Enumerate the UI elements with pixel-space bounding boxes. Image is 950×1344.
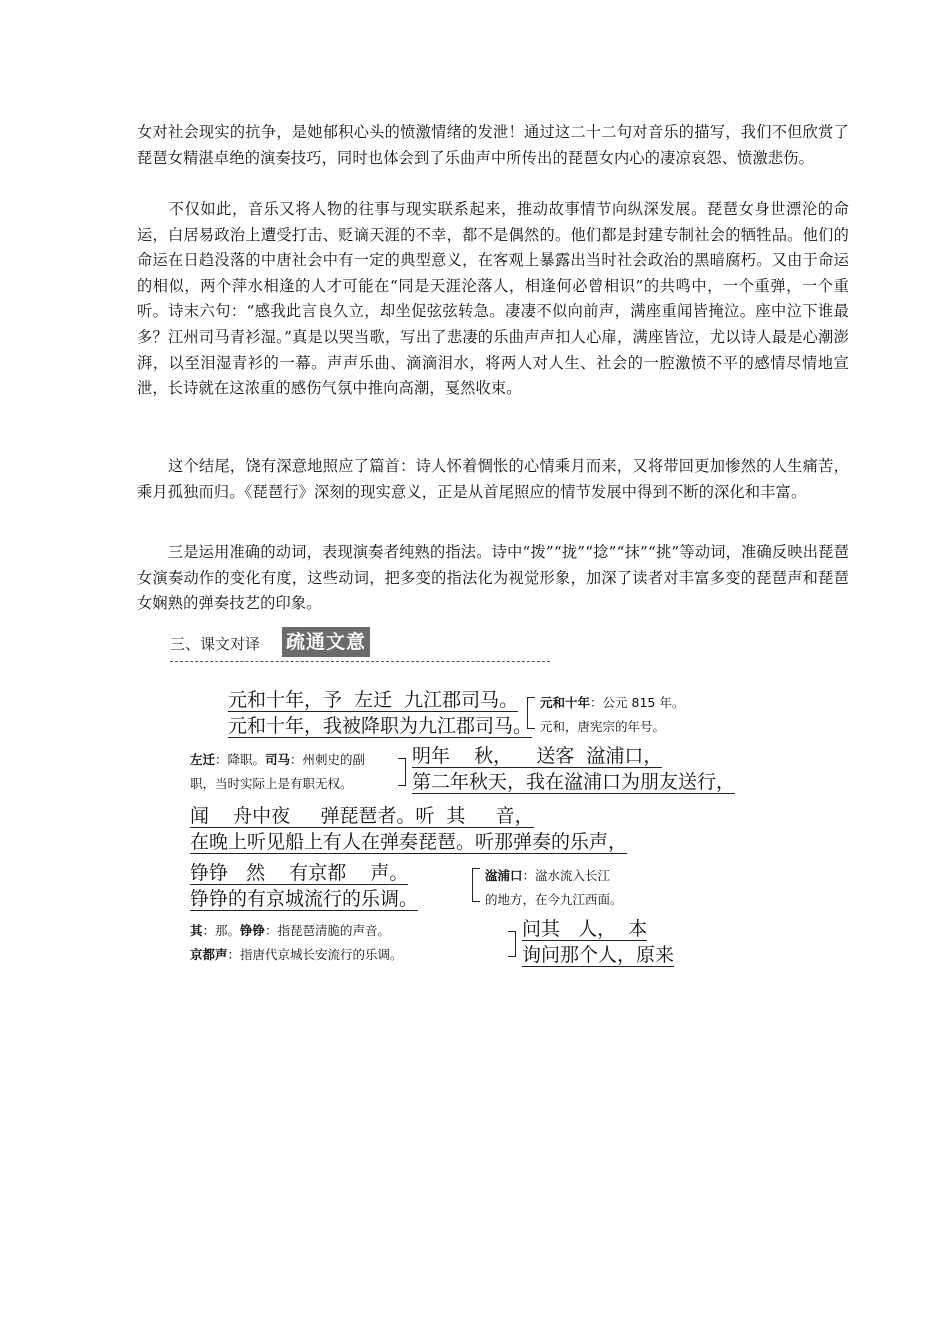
original-line-5: 问其 人， 本 <box>522 918 648 940</box>
note-3-line-2: 的地方，在今九江西面。 <box>485 892 623 907</box>
note-bracket <box>527 697 535 729</box>
paragraph-1: 女对社会现实的抗争，是她郁积心头的愤激情绪的发泄！通过这二十二句对音乐的描写，我们不但欣赏了琵琶女精湛卓绝的演奏技巧，同时也体会到了乐曲声中所传出的琵琶女内心的凄凉哀怨、愤激悲伤。 <box>137 123 849 167</box>
translation-line-3: 在晚上听见船上有人在弹奏琵琶。听那弹奏的乐声， <box>190 831 628 853</box>
translation-line-5: 询问那个人，原来 <box>522 944 675 966</box>
paragraph-4: 三是运用准确的动词，表现演奏者纯熟的指法。诗中“拨”“拢”“捻”“抹”“挑”等动词，准确反映出琵琶女演奏动作的变化有度，这些动词，把多变的指法化为视觉形象，加深了读者对丰富多变的琵琶声和琵琶女娴熟的弹奏技艺的印象。 <box>137 543 849 613</box>
note-bracket <box>508 931 516 957</box>
note-2: 左迁：降职。司马：州刺史的副 <box>190 752 366 767</box>
note-bracket <box>472 868 480 902</box>
section-tag: 疏通文意 <box>282 627 370 657</box>
paragraph-3: 这个结尾，饶有深意地照应了篇首：诗人怀着惆怅的心情乘月而来，又将带回更加惨然的人生痛苦，乘月孤独而归。《琵琶行》深刻的现实意义，正是从首尾照应的情节发展中得到不断的深化和丰富。 <box>137 457 849 501</box>
translation-line-1: 元和十年，我被降职为九江郡司马。 <box>228 715 533 737</box>
note-5: 京都声：指唐代京城长安流行的乐调。 <box>190 947 403 962</box>
translation-line-4: 铮铮的有京城流行的乐调。 <box>190 888 419 910</box>
note-1-line-2: 元和，唐宪宗的年号。 <box>540 719 666 734</box>
original-line-4: 铮铮 然 有京都 声。 <box>190 862 409 884</box>
original-line-3: 闻 舟中夜 弹琵琶者。听 其 音， <box>190 805 534 827</box>
note-4: 其：那。铮铮：指琵琶清脆的声音。 <box>190 923 391 938</box>
note-1: 元和十年：公元 815 年。 <box>540 695 685 710</box>
section-heading <box>170 627 550 662</box>
original-line-2: 明年 秋， 送客 湓浦口， <box>412 745 663 767</box>
note-2-line-2: 职，当时实际上是有职无权。 <box>190 776 353 791</box>
note-bracket <box>398 758 406 786</box>
note-3: 湓浦口：湓水流入长江 <box>485 868 611 883</box>
paragraph-2: 不仅如此，音乐又将人物的往事与现实联系起来，推动故事情节向纵深发展。琵琶女身世漂沦的命运，白居易政治上遭受打击、贬谪天涯的不幸，都不是偶然的。他们都是封建专制社会的牺牲品。他们的命运在日趋没落的中唐社会中有一定的典型意义，在客观上暴露出当时社会政治的黑暗腐朽。又由于命运的相似，两个萍水相逢的人才可能在“同是天涯沦落人，相逢何必曾相识”的共鸣中，一个重弹，一个重听。诗末六句：“感我此言良久立，却坐促弦弦转急。凄凄不似向前声，满座重闻皆掩泣。座中泣下谁最多？江州司马青衫湿。”真是以哭当歌，写出了悲凄的乐曲声声扣人心扉，满座皆泣，尤以诗人最是心潮澎湃，以至泪湿青衫的一幕。声声乐曲、滴滴泪水，将两人对人生、社会的一腔激愤不平的感情尽情地宣泄，长诗就在这浓重的感伤气氛中推向高潮，戛然收束。 <box>137 200 849 398</box>
section-prefix: 三、课文对译 <box>170 636 261 653</box>
original-line-1: 元和十年，予 左迁 九江郡司马。 <box>228 689 519 711</box>
translation-line-2: 第二年秋天，我在湓浦口为朋友送行， <box>412 771 736 793</box>
